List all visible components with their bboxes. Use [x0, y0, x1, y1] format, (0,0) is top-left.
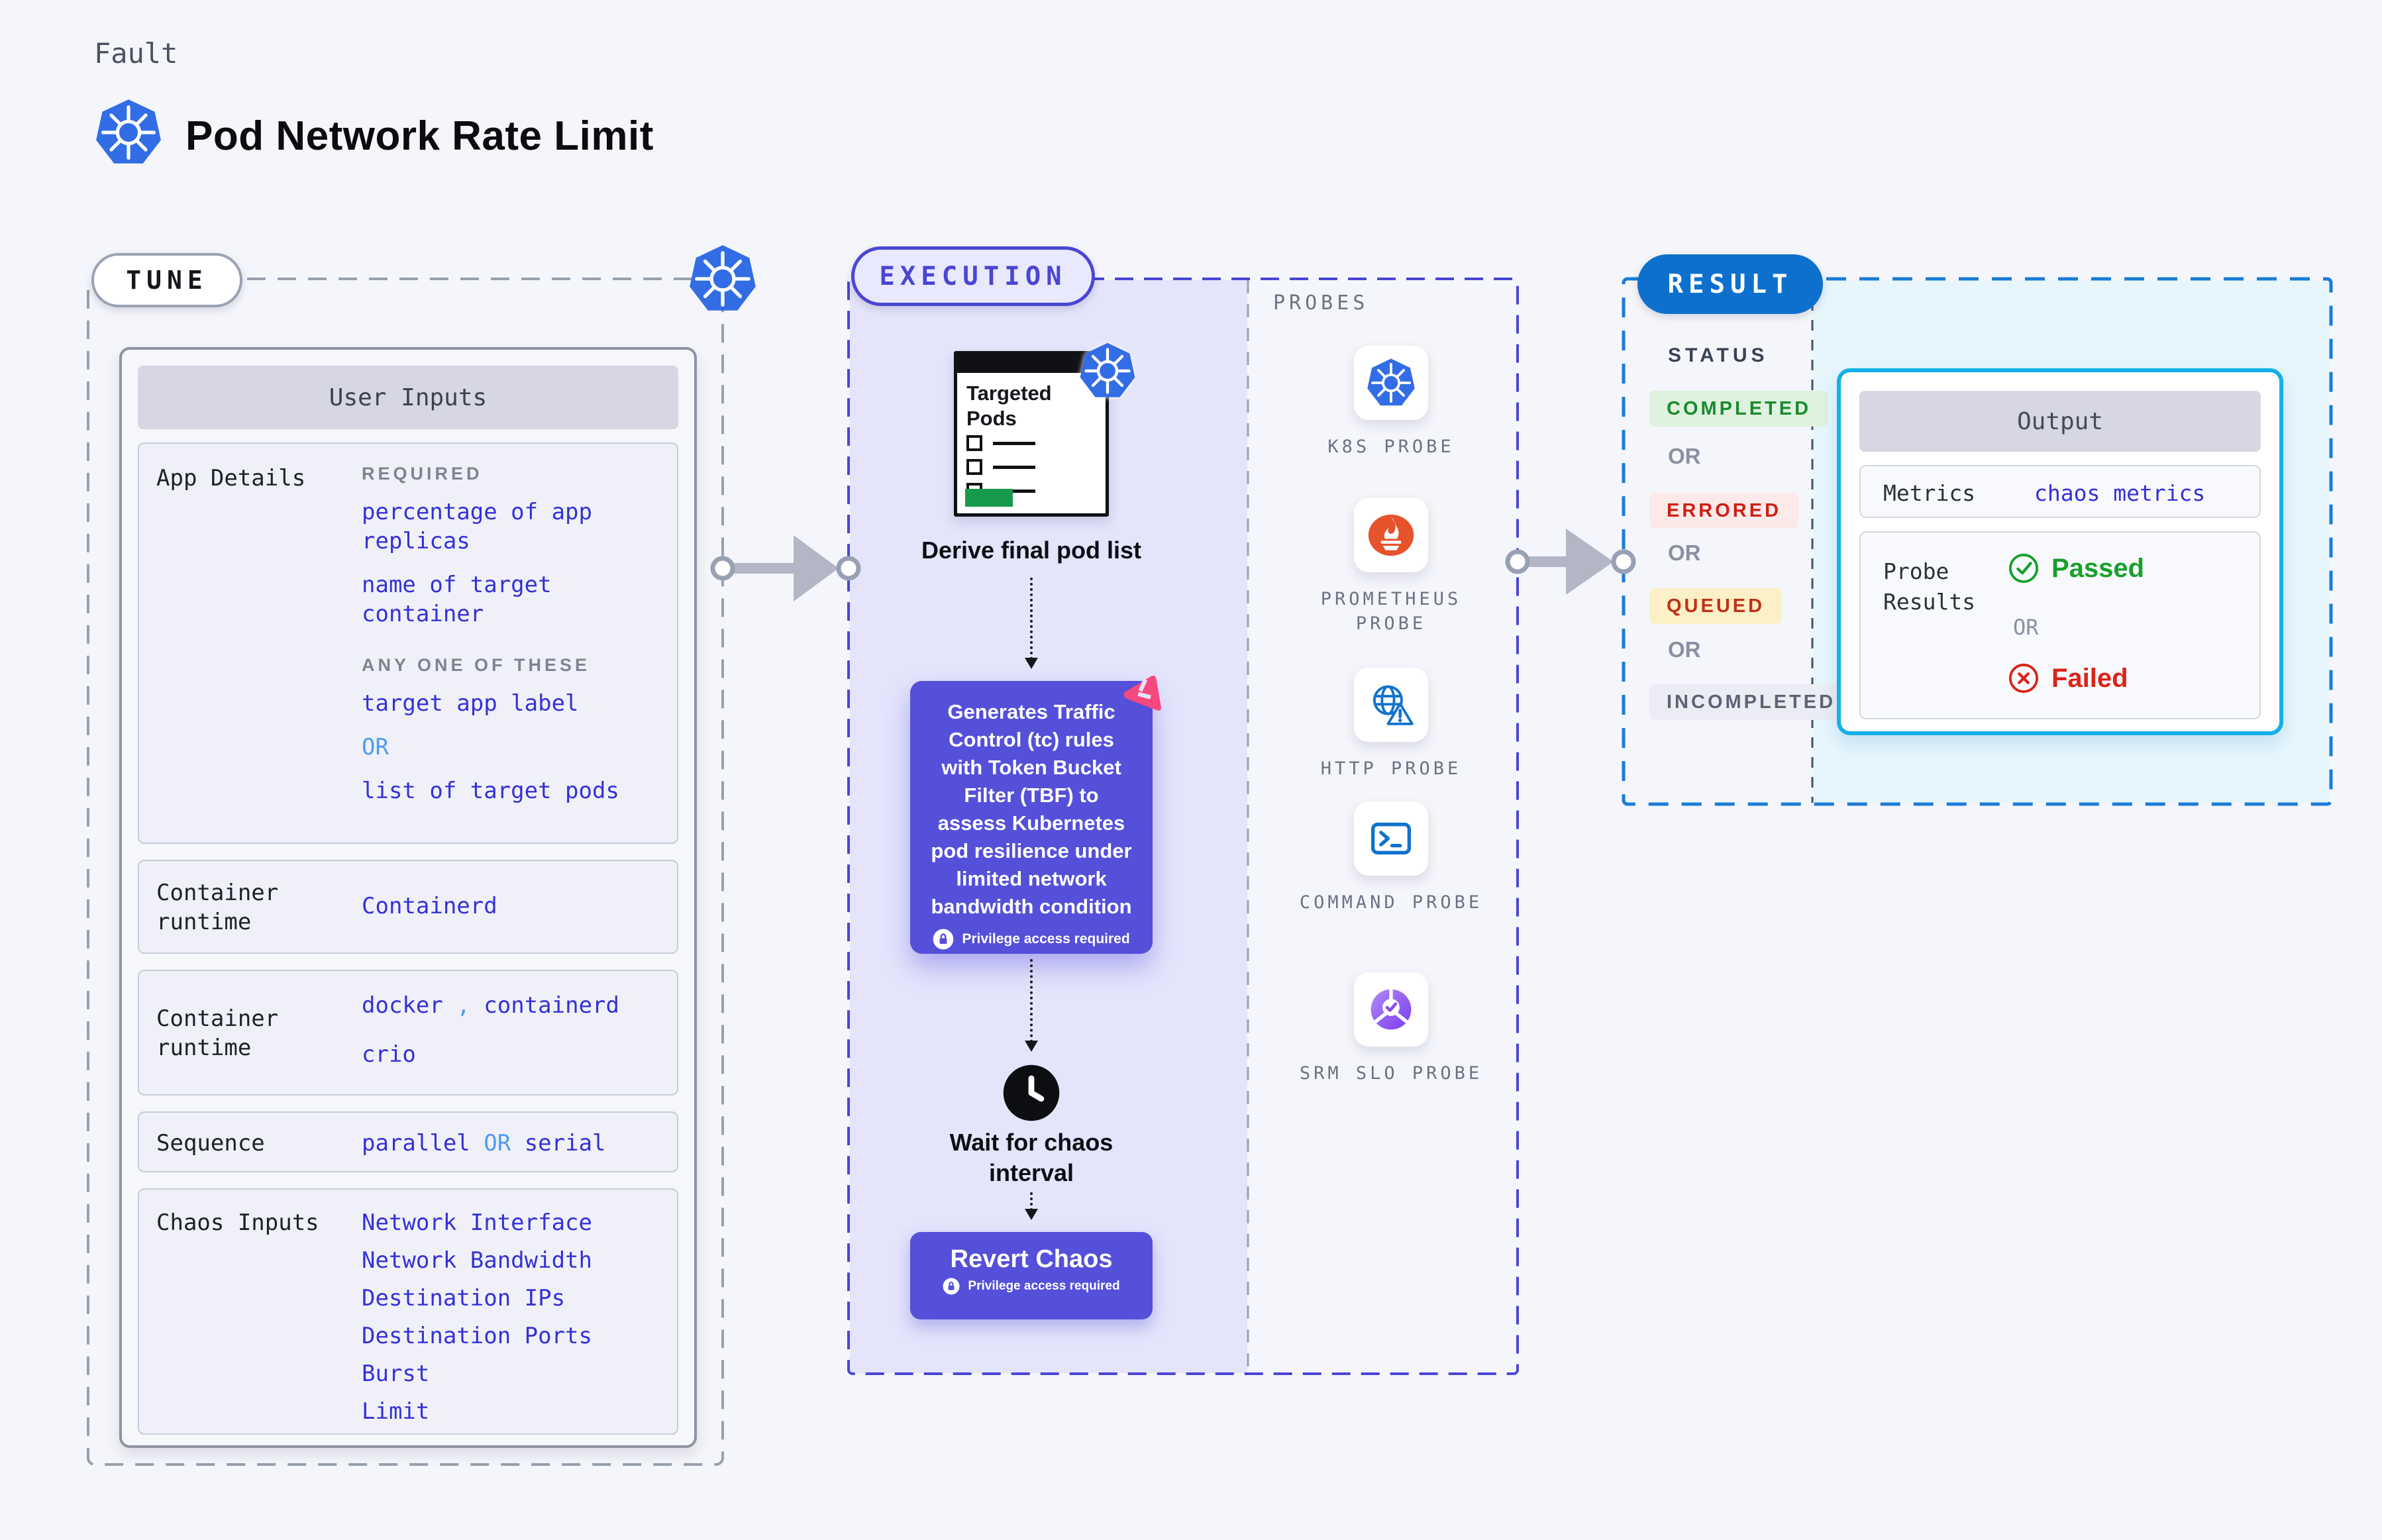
- failed-text: Failed: [2051, 663, 2128, 693]
- result-section-pill: RESULT: [1637, 254, 1823, 314]
- k8s-probe-label: K8S PROBE: [1327, 436, 1455, 457]
- targeted-pods-title: Targeted Pods: [966, 382, 1052, 430]
- option-item: list of target pods: [362, 778, 619, 804]
- page-title: Pod Network Rate Limit: [185, 113, 654, 159]
- tune-section-pill: TUNE: [91, 253, 242, 307]
- sequence-value: serial: [524, 1130, 606, 1156]
- kubernetes-icon: [688, 244, 758, 314]
- flow-arrow-down: [1030, 959, 1033, 1048]
- required-item: percentage of app replicas: [362, 499, 592, 554]
- wait-for-chaos-caption: Wait for chaos interval: [949, 1129, 1113, 1186]
- chaos-action-box: [910, 681, 1153, 954]
- revert-chaos-button: [910, 1232, 1153, 1319]
- chaos-input-item: Limit: [362, 1398, 430, 1425]
- http-probe-label: HTTP PROBE: [1320, 758, 1462, 779]
- chaos-input-item: Burst: [362, 1360, 430, 1387]
- chaos-action-description: Generates Traffic Control (tc) rules with Token Bucket Filter (TBF) to assess Kubernetes pod resilience under limited network bandwidth condition: [931, 700, 1132, 918]
- kubernetes-icon: [1078, 342, 1137, 400]
- or-separator: OR: [2013, 615, 2039, 640]
- probe-results-row: [1859, 531, 2261, 719]
- check-circle-icon: [2008, 552, 2040, 584]
- row-sequence: [138, 1111, 678, 1172]
- pod-checklist-row: [966, 435, 1035, 451]
- or-separator: OR: [1668, 444, 1701, 468]
- derive-pod-list-caption: Derive final pod list: [921, 537, 1142, 564]
- privilege-note: [910, 929, 1153, 950]
- metrics-value: chaos metrics: [2034, 480, 2206, 506]
- chaos-input-item: Network Bandwidth: [362, 1247, 592, 1274]
- metrics-row: [1859, 465, 2261, 518]
- or-separator: OR: [1668, 637, 1701, 662]
- sequence-value: parallel: [362, 1130, 470, 1156]
- revert-chaos-label: Revert Chaos: [950, 1245, 1113, 1273]
- probe-results-label: Probe Results: [1883, 558, 1976, 615]
- required-item: name of target container: [362, 572, 552, 627]
- user-inputs-title: User Inputs: [138, 366, 678, 429]
- kubernetes-icon: [94, 98, 163, 167]
- pod-checklist-row: [966, 459, 1035, 475]
- flow-arrow-down: [1030, 578, 1033, 665]
- prometheus-probe-card: [1354, 498, 1428, 572]
- x-circle-icon: [2008, 662, 2040, 694]
- passed-verdict: [2008, 552, 2144, 584]
- sequence-label: Sequence: [156, 1130, 265, 1156]
- command-probe-label: COMMAND PROBE: [1299, 892, 1483, 913]
- user-inputs-panel: [119, 347, 697, 1448]
- clipboard-green-bar: [965, 489, 1013, 507]
- slo-gauge-icon: [1366, 984, 1416, 1035]
- metrics-label: Metrics: [1883, 480, 1976, 506]
- privilege-note-text: Privilege access required: [962, 931, 1130, 947]
- arrow-execution-to-result: [1508, 529, 1633, 595]
- kubernetes-icon: [1366, 358, 1416, 408]
- fault-eyebrow-label: Fault: [94, 37, 178, 70]
- output-panel: [1837, 368, 2283, 735]
- privilege-note: [910, 1278, 1153, 1295]
- runtime-value: docker: [362, 992, 443, 1019]
- command-probe-card: [1354, 801, 1428, 876]
- execution-section-pill: EXECUTION: [851, 246, 1095, 306]
- failed-verdict: [2008, 662, 2128, 694]
- sequence-values-line: [362, 1129, 606, 1158]
- privilege-note-text: Privilege access required: [968, 1279, 1120, 1293]
- app-details-label: App Details: [156, 465, 306, 491]
- or-separator: OR: [1668, 540, 1701, 565]
- chaos-input-item: Destination Ports: [362, 1323, 592, 1349]
- status-badge-completed: COMPLETED: [1649, 391, 1828, 427]
- status-caption: STATUS: [1668, 344, 1769, 366]
- prometheus-probe-label: PROMETHEUS PROBE: [1320, 589, 1462, 634]
- output-title: Output: [1859, 391, 2261, 452]
- runtime-value: Containerd: [362, 893, 497, 919]
- arrow-tune-to-execution: [713, 535, 858, 601]
- option-item: target app label: [362, 690, 579, 717]
- comma-separator: ,: [456, 992, 470, 1019]
- clock-icon: [1002, 1064, 1061, 1122]
- srm-slo-probe-label: SRM SLO PROBE: [1299, 1063, 1483, 1084]
- flow-arrow-down: [1030, 1192, 1033, 1216]
- prometheus-icon: [1366, 510, 1416, 560]
- http-probe-card: [1354, 668, 1428, 742]
- row-container-runtime-1: [138, 860, 678, 954]
- chaos-inputs-label: Chaos Inputs: [156, 1209, 319, 1236]
- runtime-value: containerd: [484, 992, 619, 1019]
- status-badge-incompleted: INCOMPLETED: [1649, 684, 1853, 720]
- status-badge-queued: QUEUED: [1649, 588, 1782, 624]
- runtime-values-line: [362, 991, 619, 1020]
- runtime-value: crio: [362, 1041, 416, 1068]
- any-one-caption: ANY ONE OF THESE: [362, 655, 591, 675]
- row-container-runtime-2: [138, 970, 678, 1096]
- lock-icon: [943, 1278, 960, 1295]
- k8s-probe-card: [1354, 346, 1428, 420]
- or-separator: OR: [362, 734, 389, 760]
- srm-slo-probe-card: [1354, 972, 1428, 1047]
- terminal-icon: [1366, 813, 1416, 864]
- status-badge-errored: ERRORED: [1649, 493, 1798, 529]
- row-app-details: [138, 442, 678, 844]
- row-chaos-inputs: [138, 1188, 678, 1435]
- or-separator: OR: [484, 1130, 511, 1156]
- lock-icon: [933, 929, 954, 950]
- container-runtime-label: Container runtime: [156, 880, 279, 935]
- globe-warning-icon: [1366, 680, 1416, 730]
- chaos-input-item: Destination IPs: [362, 1285, 566, 1311]
- chaos-input-item: Network Interface: [362, 1209, 592, 1236]
- probes-column-label: PROBES: [1273, 291, 1369, 315]
- chaos-experiment-icon: [1115, 670, 1167, 722]
- required-caption: REQUIRED: [362, 464, 483, 484]
- passed-text: Passed: [2051, 553, 2145, 583]
- container-runtime-label: Container runtime: [156, 1005, 279, 1061]
